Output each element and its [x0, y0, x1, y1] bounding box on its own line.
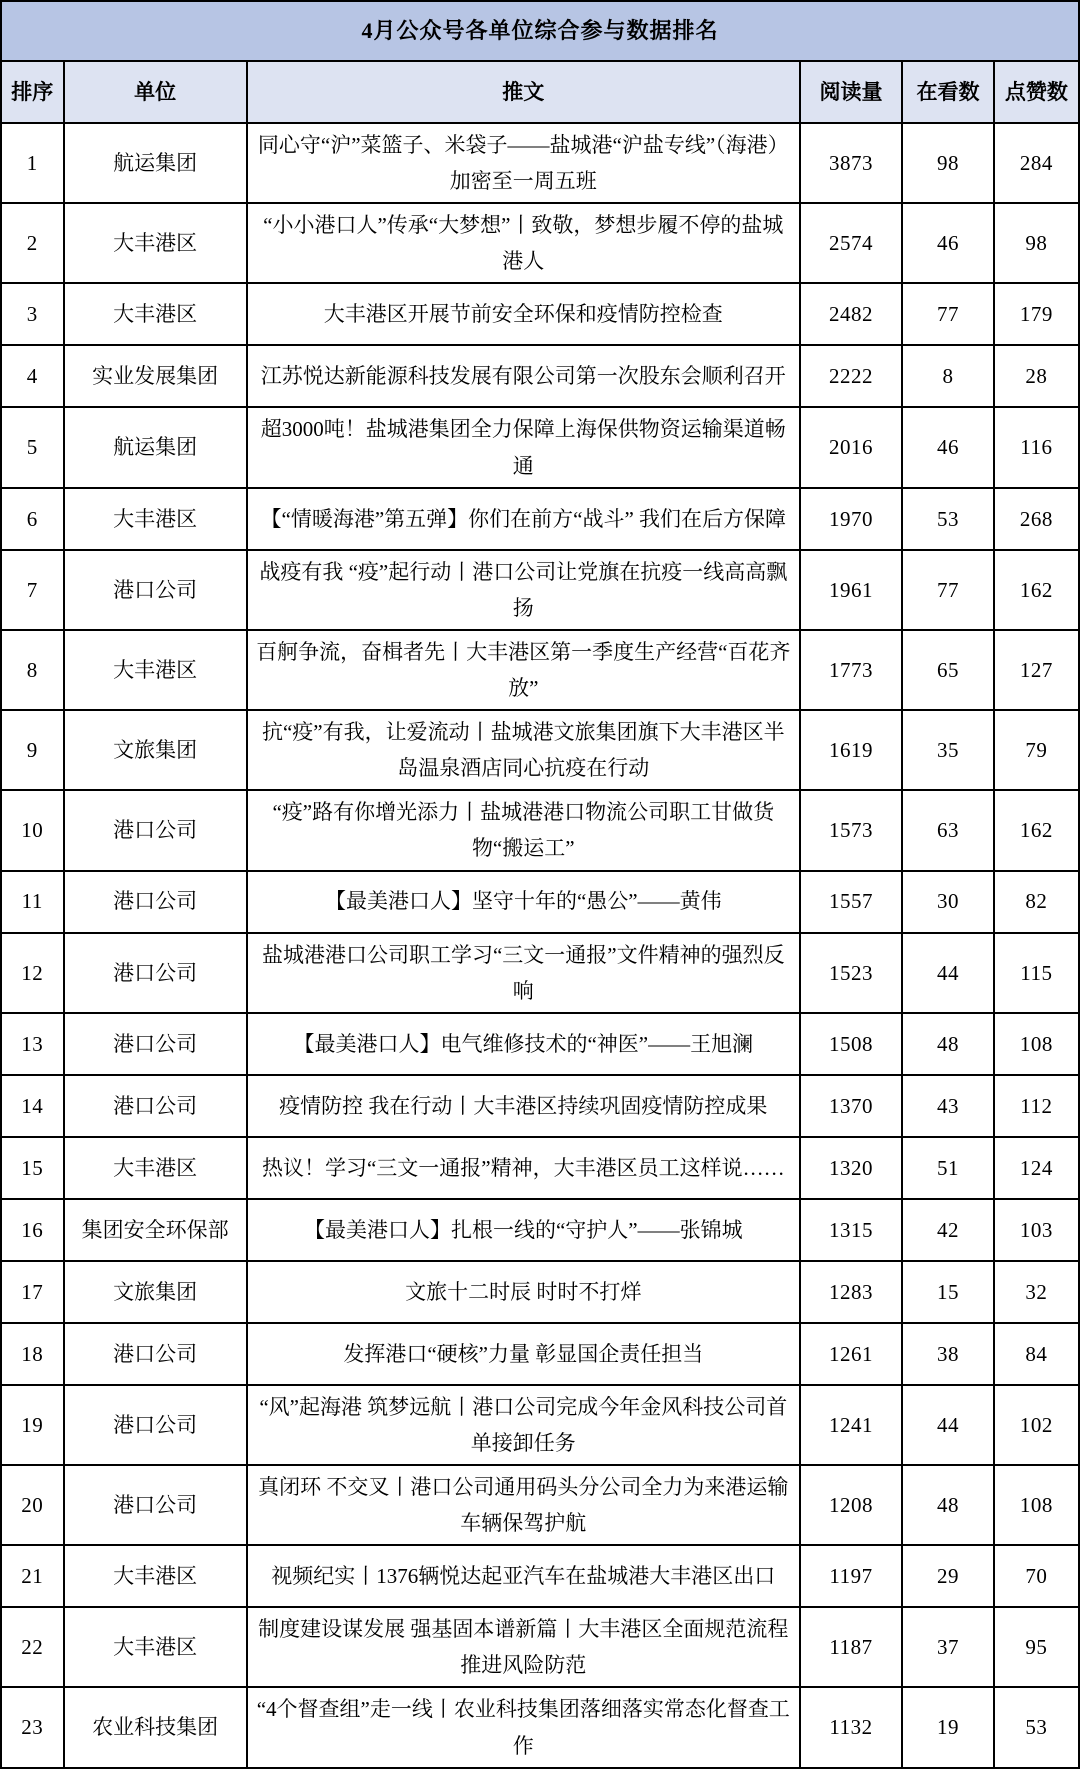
table-row [1, 1607, 1079, 1687]
reads-cell: 1315 [800, 1199, 902, 1261]
likes-cell: 162 [994, 790, 1079, 870]
unit-cell: 农业科技集团 [64, 1687, 247, 1767]
table-title: 4月公众号各单位综合参与数据排名 [1, 1, 1079, 61]
watching-cell: 38 [902, 1323, 994, 1385]
watching-cell: 77 [902, 283, 994, 345]
table-row [1, 1075, 1079, 1137]
post-cell: 超3000吨！盐城港集团全力保障上海保供物资运输渠道畅通 [247, 407, 800, 487]
unit-cell: 大丰港区 [64, 1545, 247, 1607]
likes-cell: 84 [994, 1323, 1079, 1385]
column-header-likes: 点赞数 [994, 61, 1079, 123]
likes-cell: 284 [994, 123, 1079, 203]
reads-cell: 1208 [800, 1465, 902, 1545]
rank-cell: 9 [1, 710, 64, 790]
likes-cell: 95 [994, 1607, 1079, 1687]
table-row [1, 407, 1079, 487]
reads-cell: 1508 [800, 1013, 902, 1075]
watching-cell: 48 [902, 1465, 994, 1545]
unit-cell: 港口公司 [64, 1385, 247, 1465]
watching-cell: 77 [902, 550, 994, 630]
table-row [1, 203, 1079, 283]
watching-cell: 15 [902, 1261, 994, 1323]
rank-cell: 8 [1, 630, 64, 710]
table-row [1, 1137, 1079, 1199]
unit-cell: 大丰港区 [64, 1137, 247, 1199]
unit-cell: 集团安全环保部 [64, 1199, 247, 1261]
rank-cell: 13 [1, 1013, 64, 1075]
likes-cell: 82 [994, 871, 1079, 933]
post-cell: 【最美港口人】扎根一线的“守护人”——张锦城 [247, 1199, 800, 1261]
column-header-post: 推文 [247, 61, 800, 123]
reads-cell: 1523 [800, 933, 902, 1013]
rank-cell: 1 [1, 123, 64, 203]
post-cell: 百舸争流，奋楫者先丨大丰港区第一季度生产经营“百花齐放” [247, 630, 800, 710]
reads-cell: 1241 [800, 1385, 902, 1465]
watching-cell: 46 [902, 203, 994, 283]
header-row [1, 61, 1079, 123]
watching-cell: 44 [902, 1385, 994, 1465]
reads-cell: 1970 [800, 488, 902, 550]
watching-cell: 37 [902, 1607, 994, 1687]
reads-cell: 1261 [800, 1323, 902, 1385]
unit-cell: 实业发展集团 [64, 345, 247, 407]
rank-cell: 18 [1, 1323, 64, 1385]
likes-cell: 108 [994, 1465, 1079, 1545]
likes-cell: 112 [994, 1075, 1079, 1137]
unit-cell: 大丰港区 [64, 630, 247, 710]
rank-cell: 16 [1, 1199, 64, 1261]
unit-cell: 港口公司 [64, 871, 247, 933]
reads-cell: 1619 [800, 710, 902, 790]
table-head [1, 1, 1079, 123]
likes-cell: 103 [994, 1199, 1079, 1261]
rank-cell: 4 [1, 345, 64, 407]
watching-cell: 43 [902, 1075, 994, 1137]
reads-cell: 1557 [800, 871, 902, 933]
post-cell: “4个督查组”走一线丨农业科技集团落细落实常态化督查工作 [247, 1687, 800, 1767]
likes-cell: 268 [994, 488, 1079, 550]
likes-cell: 70 [994, 1545, 1079, 1607]
post-cell: 【“情暖海港”第五弹】你们在前方“战斗” 我们在后方保障 [247, 488, 800, 550]
rank-cell: 10 [1, 790, 64, 870]
watching-cell: 19 [902, 1687, 994, 1767]
watching-cell: 30 [902, 871, 994, 933]
column-header-reads: 阅读量 [800, 61, 902, 123]
post-cell: 发挥港口“硬核”力量 彰显国企责任担当 [247, 1323, 800, 1385]
watching-cell: 46 [902, 407, 994, 487]
table-body [1, 123, 1079, 1768]
unit-cell: 大丰港区 [64, 488, 247, 550]
table-row [1, 1323, 1079, 1385]
reads-cell: 1197 [800, 1545, 902, 1607]
unit-cell: 港口公司 [64, 933, 247, 1013]
table-row [1, 1687, 1079, 1767]
unit-cell: 大丰港区 [64, 203, 247, 283]
rank-cell: 2 [1, 203, 64, 283]
unit-cell: 港口公司 [64, 790, 247, 870]
rank-cell: 12 [1, 933, 64, 1013]
table-row [1, 1545, 1079, 1607]
unit-cell: 大丰港区 [64, 283, 247, 345]
rank-cell: 20 [1, 1465, 64, 1545]
likes-cell: 32 [994, 1261, 1079, 1323]
rank-cell: 21 [1, 1545, 64, 1607]
post-cell: “疫”路有你增光添力丨盐城港港口物流公司职工甘做货物“搬运工” [247, 790, 800, 870]
reads-cell: 2222 [800, 345, 902, 407]
unit-cell: 港口公司 [64, 550, 247, 630]
column-header-watching: 在看数 [902, 61, 994, 123]
watching-cell: 63 [902, 790, 994, 870]
likes-cell: 79 [994, 710, 1079, 790]
likes-cell: 124 [994, 1137, 1079, 1199]
reads-cell: 1320 [800, 1137, 902, 1199]
post-cell: 疫情防控 我在行动丨大丰港区持续巩固疫情防控成果 [247, 1075, 800, 1137]
reads-cell: 3873 [800, 123, 902, 203]
likes-cell: 162 [994, 550, 1079, 630]
post-cell: 真闭环 不交叉丨港口公司通用码头分公司全力为来港运输车辆保驾护航 [247, 1465, 800, 1545]
unit-cell: 航运集团 [64, 407, 247, 487]
rank-cell: 17 [1, 1261, 64, 1323]
table-row [1, 488, 1079, 550]
reads-cell: 1132 [800, 1687, 902, 1767]
post-cell: 同心守“沪”菜篮子、米袋子——盐城港“沪盐专线”（海港）加密至一周五班 [247, 123, 800, 203]
table-row [1, 1199, 1079, 1261]
table-row [1, 630, 1079, 710]
likes-cell: 108 [994, 1013, 1079, 1075]
rank-cell: 23 [1, 1687, 64, 1767]
unit-cell: 港口公司 [64, 1013, 247, 1075]
post-cell: 制度建设谋发展 强基固本谱新篇丨大丰港区全面规范流程推进风险防范 [247, 1607, 800, 1687]
table-row [1, 283, 1079, 345]
post-cell: 大丰港区开展节前安全环保和疫情防控检查 [247, 283, 800, 345]
rank-cell: 19 [1, 1385, 64, 1465]
watching-cell: 29 [902, 1545, 994, 1607]
reads-cell: 2016 [800, 407, 902, 487]
reads-cell: 1283 [800, 1261, 902, 1323]
post-cell: “风”起海港 筑梦远航丨港口公司完成今年金风科技公司首单接卸任务 [247, 1385, 800, 1465]
watching-cell: 42 [902, 1199, 994, 1261]
post-cell: 战疫有我 “疫”起行动丨港口公司让党旗在抗疫一线高高飘扬 [247, 550, 800, 630]
post-cell: 盐城港港口公司职工学习“三文一通报”文件精神的强烈反响 [247, 933, 800, 1013]
post-cell: 江苏悦达新能源科技发展有限公司第一次股东会顺利召开 [247, 345, 800, 407]
table-row [1, 345, 1079, 407]
rank-cell: 11 [1, 871, 64, 933]
reads-cell: 1187 [800, 1607, 902, 1687]
watching-cell: 53 [902, 488, 994, 550]
title-row [1, 1, 1079, 61]
post-cell: 热议！学习“三文一通报”精神，大丰港区员工这样说…… [247, 1137, 800, 1199]
table-row [1, 790, 1079, 870]
table-row [1, 871, 1079, 933]
unit-cell: 港口公司 [64, 1465, 247, 1545]
watching-cell: 65 [902, 630, 994, 710]
reads-cell: 1773 [800, 630, 902, 710]
post-cell: “小小港口人”传承“大梦想”丨致敬，梦想步履不停的盐城港人 [247, 203, 800, 283]
post-cell: 【最美港口人】电气维修技术的“神医”——王旭澜 [247, 1013, 800, 1075]
reads-cell: 1961 [800, 550, 902, 630]
likes-cell: 127 [994, 630, 1079, 710]
likes-cell: 179 [994, 283, 1079, 345]
unit-cell: 文旅集团 [64, 1261, 247, 1323]
table-row [1, 710, 1079, 790]
rank-cell: 3 [1, 283, 64, 345]
column-header-rank: 排序 [1, 61, 64, 123]
watching-cell: 35 [902, 710, 994, 790]
reads-cell: 2482 [800, 283, 902, 345]
reads-cell: 1573 [800, 790, 902, 870]
post-cell: 视频纪实丨1376辆悦达起亚汽车在盐城港大丰港区出口 [247, 1545, 800, 1607]
post-cell: 文旅十二时辰 时时不打烊 [247, 1261, 800, 1323]
reads-cell: 1370 [800, 1075, 902, 1137]
post-cell: 抗“疫”有我，让爱流动丨盐城港文旅集团旗下大丰港区半岛温泉酒店同心抗疫在行动 [247, 710, 800, 790]
unit-cell: 港口公司 [64, 1323, 247, 1385]
likes-cell: 53 [994, 1687, 1079, 1767]
unit-cell: 港口公司 [64, 1075, 247, 1137]
watching-cell: 98 [902, 123, 994, 203]
likes-cell: 28 [994, 345, 1079, 407]
table-row [1, 1465, 1079, 1545]
rank-cell: 14 [1, 1075, 64, 1137]
likes-cell: 116 [994, 407, 1079, 487]
reads-cell: 2574 [800, 203, 902, 283]
table-row [1, 1261, 1079, 1323]
likes-cell: 98 [994, 203, 1079, 283]
table-row [1, 123, 1079, 203]
table-row [1, 933, 1079, 1013]
unit-cell: 航运集团 [64, 123, 247, 203]
watching-cell: 8 [902, 345, 994, 407]
likes-cell: 102 [994, 1385, 1079, 1465]
table-row [1, 1013, 1079, 1075]
column-header-unit: 单位 [64, 61, 247, 123]
table-row [1, 1385, 1079, 1465]
post-cell: 【最美港口人】坚守十年的“愚公”——黄伟 [247, 871, 800, 933]
likes-cell: 115 [994, 933, 1079, 1013]
rank-cell: 15 [1, 1137, 64, 1199]
unit-cell: 文旅集团 [64, 710, 247, 790]
watching-cell: 44 [902, 933, 994, 1013]
table-row [1, 550, 1079, 630]
rank-cell: 22 [1, 1607, 64, 1687]
watching-cell: 48 [902, 1013, 994, 1075]
rank-cell: 7 [1, 550, 64, 630]
rank-cell: 6 [1, 488, 64, 550]
watching-cell: 51 [902, 1137, 994, 1199]
rank-cell: 5 [1, 407, 64, 487]
unit-cell: 大丰港区 [64, 1607, 247, 1687]
